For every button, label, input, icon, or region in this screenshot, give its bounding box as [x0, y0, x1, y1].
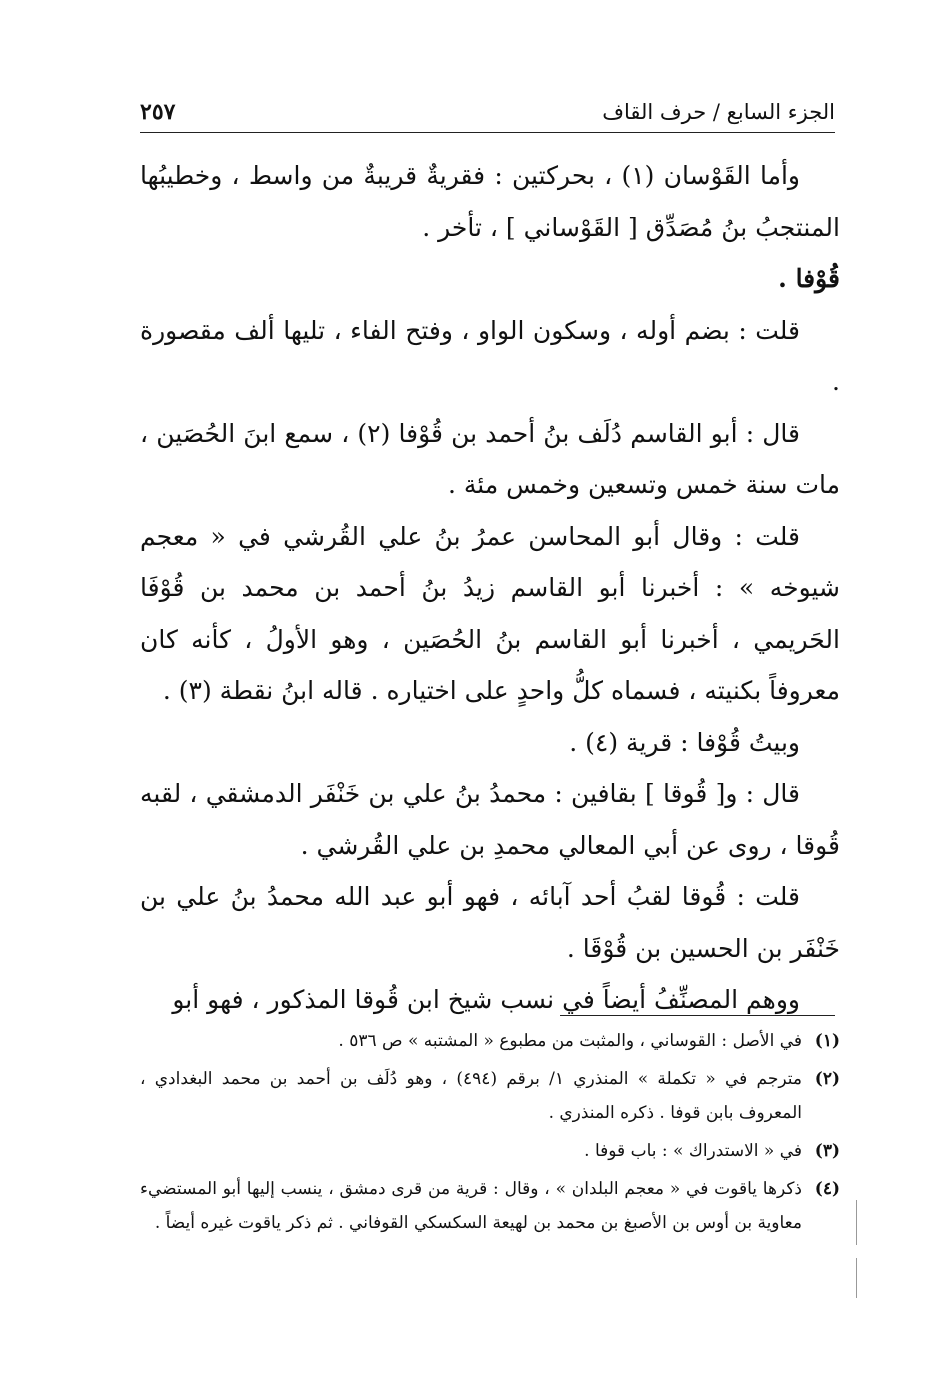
footnote-2: [140, 1062, 840, 1130]
footnote-number: (٤): [814, 1179, 840, 1199]
footnote-3: [140, 1134, 840, 1168]
scan-margin-mark: [856, 1258, 857, 1298]
paragraph-qawsan: وأما القَوْسان (١) ، بحركتين : فقريةٌ قريبةٌ من واسط ، وخطيبُها المنتجبُ بنُ مُصَدِّق [ القَوْساني ] ، تأخر .: [140, 161, 840, 242]
page-number: ٢٥٧: [140, 99, 176, 125]
paragraph-wahm: ووهم المصنِّفُ أيضاً في نسب شيخ ابن قُوقا المذكور ، فهو أبو: [172, 985, 800, 1014]
paragraph-vocalization: قلت : بضم أوله ، وسكون الواو ، وفتح الفاء ، تليها ألف مقصورة .: [140, 315, 840, 396]
footnote-divider: [560, 1015, 835, 1016]
footnote-text: في الأصل : القوساني ، والمثبت من مطبوع « المشتبه » ص ٥٣٦ .: [338, 1031, 802, 1051]
entry-heading-qufa: قُوْفا .: [778, 264, 840, 293]
footnote-1: [140, 1024, 840, 1058]
paragraph-qurashi: قلت : وقال أبو المحاسن عمرُ بنُ علي القُرشي في « معجم شيوخه » : أخبرنا أبو القاسم زيدُ بنُ أحمد بن محمد بن قُوْفَا الحَريمي ، أخبرنا أبو القاسم بنُ الحُصَين ، وهو الأولُ ، كأنه كان معروفاً بكنيته ، فسماه كلُّ واحدٍ على اختياره . قاله ابنُ نقطة (٣) .: [140, 521, 840, 705]
footnote-text: ذكرها ياقوت في « معجم البلدان » ، وقال : قرية من قرى دمشق ، ينسب إليها أبو المستضيء معاوية بن أوس بن الأصبغ بن محمد بن لهيعة السكسكي القوفاني . ثم ذكر ياقوت غيره أيضاً .: [140, 1179, 802, 1233]
running-title: الجزء السابع / حرف القاف: [602, 100, 835, 124]
footnote-number: (١): [814, 1031, 840, 1051]
paragraph-bayt-qufa: وبيتُ قُوْفا : قرية (٤) .: [569, 727, 800, 757]
footnotes: [140, 1024, 840, 1244]
footnote-number: (٢): [814, 1069, 840, 1089]
footnote-text: في « الاستدراك » : باب قوفا .: [584, 1141, 802, 1161]
paragraph-quqa-laqab: قلت : قُوقا لقبُ أحد آبائه ، فهو أبو عبد الله محمدُ بنُ علي بن خَنْفَر بن الحسين بن قُوْقَا .: [140, 882, 840, 963]
footnote-4: [140, 1172, 840, 1240]
main-text: [140, 150, 840, 1026]
scan-margin-mark: [856, 1200, 857, 1245]
page-header: [140, 92, 835, 133]
paragraph-quqa: قال : و[ قُوقا ] بقافين : محمدُ بنُ علي بن خَنْفَر الدمشقي ، لقبه قُوقا ، روى عن أبي المعالي محمدِ بن علي القُرشي .: [140, 779, 840, 860]
footnote-text: مترجم في « تكملة » المنذري ١/ برقم (٤٩٤) ، وهو دُلَف بن أحمد بن محمد البغدادي ، المعروف بابن قوفا . ذكره المنذري .: [140, 1069, 802, 1123]
paragraph-dulaf: قال : أبو القاسم دُلَف بنُ أحمد بن قُوْفا (٢) ، سمع ابنَ الحُصَين ، مات سنة خمس وتسعين وخمس مئة .: [140, 418, 840, 499]
footnote-number: (٣): [814, 1141, 840, 1161]
